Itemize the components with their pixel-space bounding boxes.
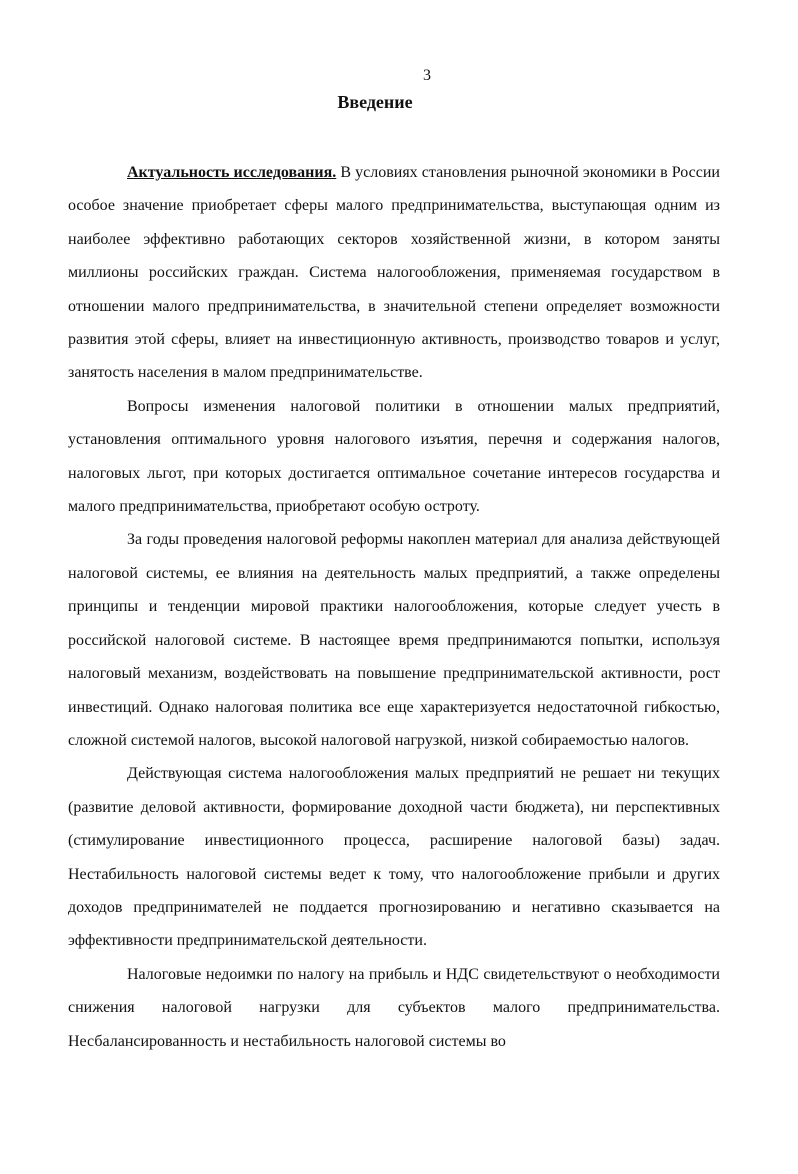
paragraph-text: В условиях становления рыночной экономики в России особое значение приобретает сферы малого предпринимательства, выступающая одним из наиболее эффективно работающих секторов хозяйственной жизни, в котором заняты миллионы российских граждан. Система налогообложения, применяемая государством в отношении малого предпринимательства, в значительной степени определяет возможности развития этой сферы, влияет на инвестиционную активность, производство товаров и услуг, занятость населения в малом предпринимательстве. bbox=[68, 164, 720, 382]
paragraph-tax-arrears: Налоговые недоимки по налогу на прибыль и НДС свидетельствуют о необходимости снижения налоговой нагрузки для субъектов малого предпринимательства. Несбалансированность и нестабильность налоговой системы во bbox=[68, 965, 720, 1050]
paragraph-current-system: Действующая система налогообложения малых предприятий не решает ни текущих (развитие деловой активности, формирование доходной части бюджета), ни перспективных (стимулирование инвестиционного процесса, расширение налоговой базы) задач. Нестабильность налоговой системы ведет к тому, что налогообложение прибыли и других доходов предпринимателей не поддается прогнозированию и негативно сказывается на эффективности предпринимательской деятельности. bbox=[68, 765, 720, 950]
document-body bbox=[68, 156, 720, 1058]
paragraph-tax-reform: За годы проведения налоговой реформы накоплен материал для анализа действующей налоговой системы, ее влияния на деятельность малых предприятий, а также определены принципы и тенденции мировой практики налогообложения, которые следует учесть в российской налоговой системе. В настоящее время предпринимаются попытки, используя налоговый механизм, воздействовать на повышение предпринимательской активности, рост инвестиций. Однако налоговая политика все еще характеризуется недостаточной гибкостью, сложной системой налогов, высокой налоговой нагрузкой, низкой собираемостью налогов. bbox=[68, 531, 720, 749]
paragraph-tax-policy-questions: Вопросы изменения налоговой политики в отношении малых предприятий, установления оптимального уровня налогового изъятия, перечня и содержания налогов, налоговых льгот, при которых достигается оптимальное сочетание интересов государства и малого предпринимательства, приобретают особую остроту. bbox=[68, 397, 720, 516]
paragraph-lead-heading: Актуальность исследования. bbox=[127, 164, 337, 181]
paragraph-relevance bbox=[68, 156, 720, 390]
page-number: 3 bbox=[423, 67, 431, 84]
page-title: Введение bbox=[337, 92, 413, 112]
